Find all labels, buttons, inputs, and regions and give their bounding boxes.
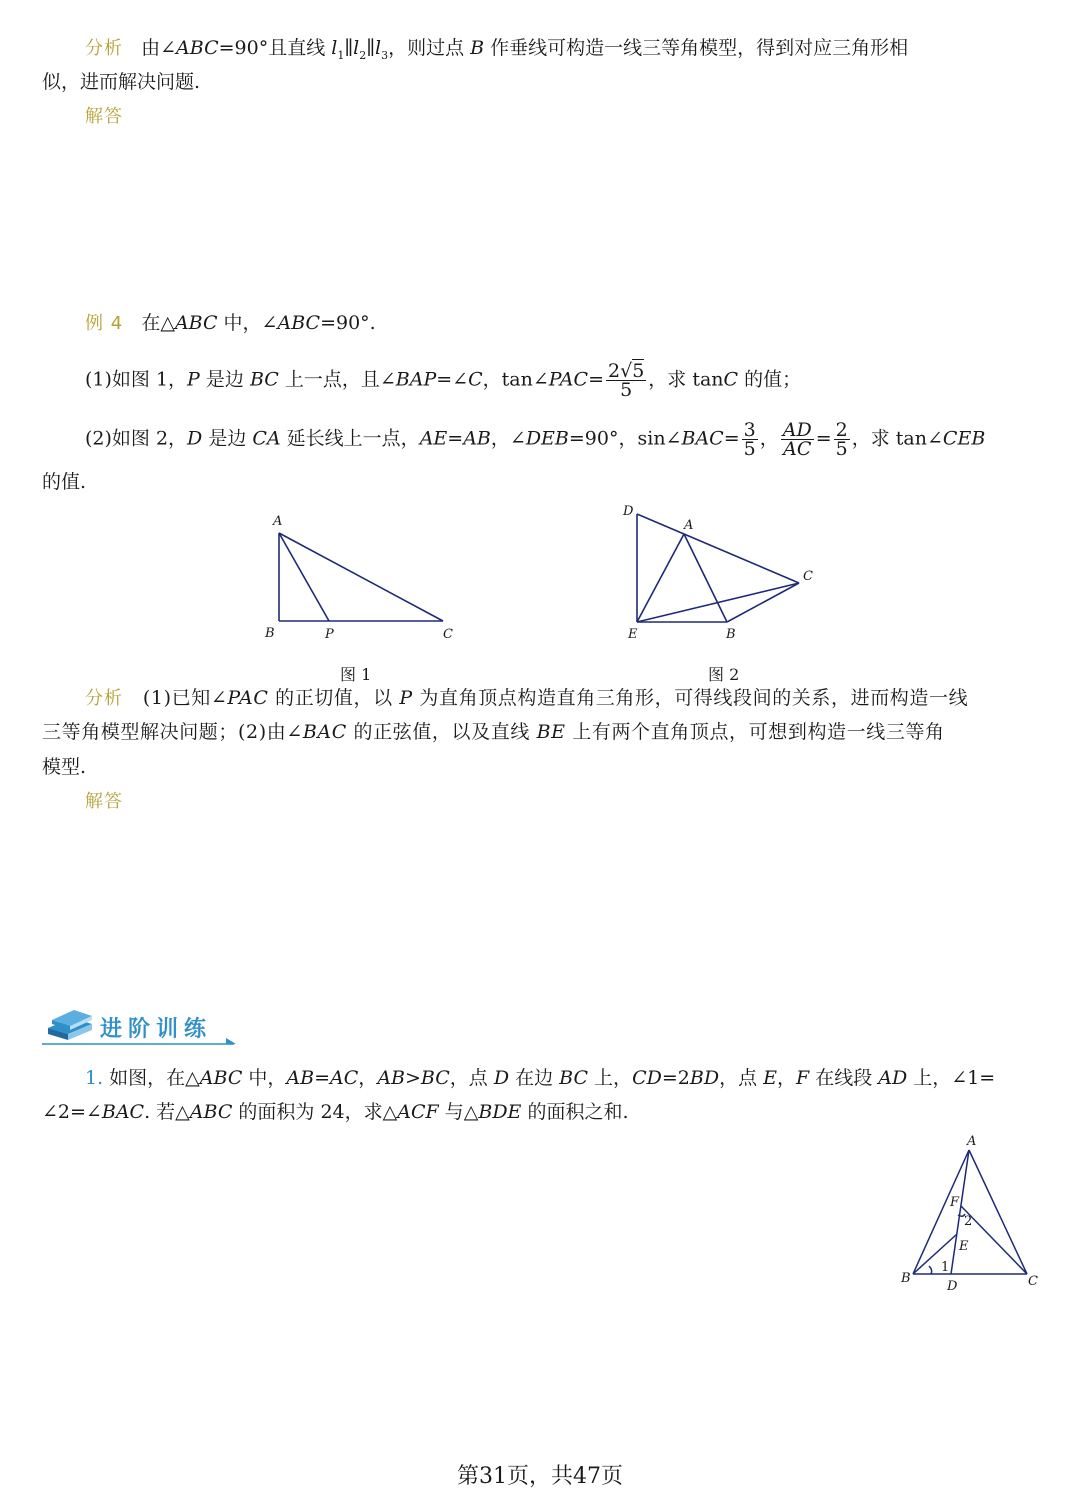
analysis-label: 分析 [85, 688, 123, 709]
label-c: C [1028, 1274, 1038, 1289]
figure-1 [255, 505, 475, 650]
segment-dc [637, 514, 799, 583]
label-d: D [623, 504, 634, 519]
figure-1-caption: 图 1 [340, 665, 372, 684]
analysis-3-line-1: 分析 由∠ABC=90°且直线 $l_1\parallel l_2\parallel l_3$，则过点 B 作垂线可构造一线三等角模型，得到对应三角形相 [85, 37, 909, 62]
label-c: C [443, 627, 453, 642]
books-icon [48, 1010, 92, 1040]
figure-2-caption: 图 2 [708, 665, 740, 684]
label-b: B [265, 626, 275, 641]
analysis-3-line-2: 似，进而解决问题. [42, 71, 201, 93]
problem-1-figure [895, 1130, 1050, 1300]
segment-ec [637, 583, 799, 622]
label-f: F [950, 1195, 960, 1210]
segment-ac [969, 1150, 1027, 1274]
label-angle-1: 1 [941, 1260, 950, 1275]
example-label: 例 4 [85, 313, 124, 334]
label-d: D [947, 1279, 958, 1294]
label-angle-2: 2 [964, 1214, 973, 1229]
problem-1-line-1: 1. 如图，在△ABC 中，AB=AC，AB>BC，点 D 在边 BC 上，CD=2BD，点 E，F 在线段 AD 上，∠1= [85, 1067, 996, 1089]
label-a: A [273, 514, 283, 529]
label-c: C [803, 569, 813, 584]
figure-2 [612, 498, 827, 648]
underline-arrow [226, 1038, 236, 1044]
analysis-label: 分析 [85, 38, 123, 59]
label-p: P [325, 627, 334, 642]
label-b: B [901, 1271, 911, 1286]
problem-1-line-2: ∠2=∠BAC. 若△ABC 的面积为 24，求△ACF 与△BDE 的面积之和. [42, 1101, 629, 1123]
fraction-ad-over-ac: $\frac{AD}{AC}$ [782, 419, 812, 460]
analysis-4-line-2: 三等角模型解决问题；(2)由∠BAC 的正弦值，以及直线 BE 上有两个直角顶点，可想到构造一线三等角 [42, 721, 945, 743]
answer-label-2: 解答 [85, 791, 123, 812]
section-title: 进阶训练 [100, 1017, 213, 1042]
segment-ea [637, 534, 684, 622]
fraction-2-over-5: $\frac{2}{5}$ [835, 419, 848, 460]
analysis-4-line-3: 模型. [42, 756, 87, 778]
example-4-stem: 例 4 在△ABC 中，∠ABC=90°. [85, 312, 376, 334]
angle-1-arc [929, 1266, 932, 1274]
segment-be [913, 1234, 957, 1274]
problem-number: 1. [85, 1067, 104, 1089]
example-4-question-1: (1)如图 1，P 是边 BC 上一点，且∠BAP=∠C，tan∠PAC= $\frac{2√5}{5}$ ，求 tanC 的值； [85, 360, 802, 401]
segment-bc [727, 583, 799, 622]
page-footer: 第31页，共47页 [457, 1464, 623, 1489]
label-e: E [628, 627, 638, 642]
fraction-3-over-5: $\frac{3}{5}$ [743, 419, 756, 460]
label-b: B [726, 627, 736, 642]
example-4-question-2-tail: 的值. [42, 471, 87, 493]
label-a: A [684, 518, 694, 533]
example-4-question-2: (2)如图 2，D 是边 CA 延长线上一点，AE=AB，∠DEB=90°，sin∠BAC= $\frac{3}{5}$ ， $\frac{AD}{AC}$ = $\frac{2}{5}$ ，求 tan∠CEB [85, 419, 986, 460]
analysis-4-line-1: 分析 (1)已知∠PAC 的正切值，以 P 为直角顶点构造直角三角形，可得线段间的关系，进而构造一线 [85, 687, 969, 709]
label-e: E [959, 1239, 969, 1254]
answer-label-1: 解答 [85, 106, 123, 127]
fraction-2sqrt5-over-5: $\frac{2√5}{5}$ [607, 360, 645, 401]
label-a: A [967, 1134, 977, 1149]
